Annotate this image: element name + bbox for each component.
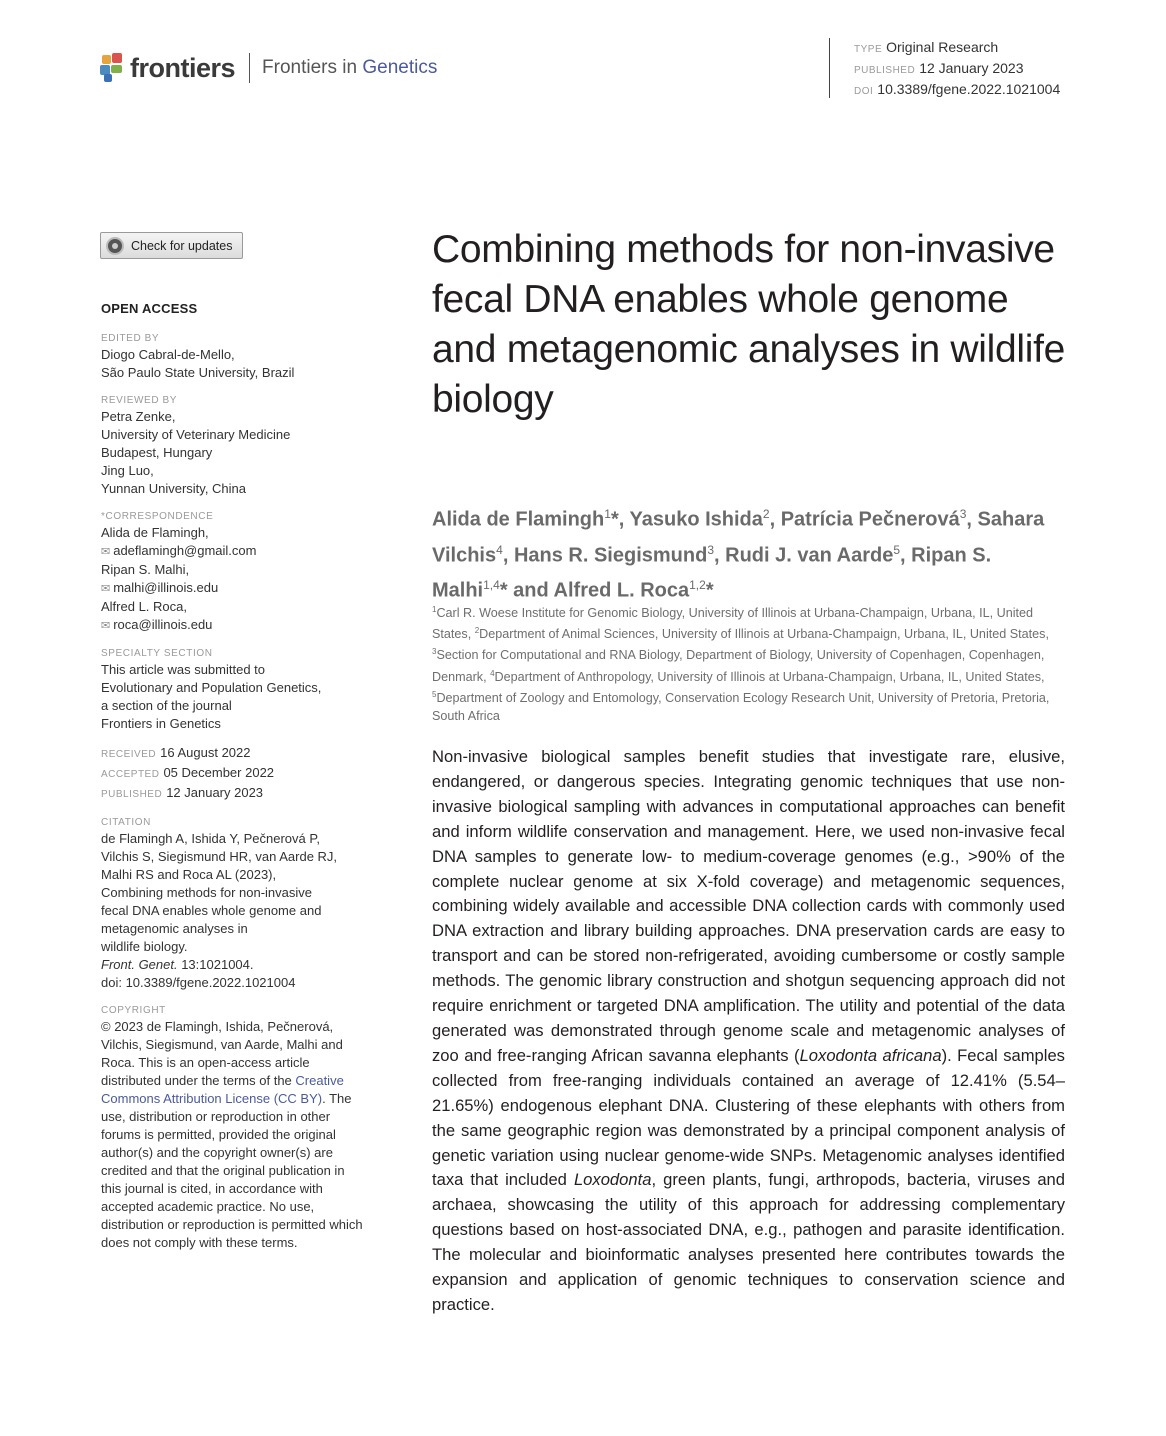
frontiers-logo-icon [100,53,126,83]
email-link[interactable]: ✉ roca@illinois.edu [101,617,213,632]
meta-type: TYPE Original Research [854,39,999,55]
affiliation-number: 3 [432,647,437,657]
article-title: Combining methods for non-invasive fecal DNA enables whole genome and metagenomic analyses in wildlife biology [432,228,1066,421]
article-meta [829,38,1060,98]
date-accepted: ACCEPTED 05 December 2022 [101,765,275,780]
author-affiliation-number: 4 [496,542,503,557]
citation-label: CITATION [101,817,151,828]
editor: Diogo Cabral-de-Mello, São Paulo State University, Brazil [101,347,295,380]
author[interactable]: Hans R. Siegismund [513,544,708,567]
correspondence-label: *CORRESPONDENCE [101,511,214,522]
envelope-icon: ✉ [101,546,111,558]
citation: de Flamingh A, Ishida Y, Pečnerová P, Vilchis S, Siegismund HR, van Aarde RJ, Malhi RS and Roca AL (2023), Combining methods for non-invasive fecal DNA enables whole genome and metagenomic analyses in wildlife biology. Front. Genet. 13:1021004. doi: 10.3389/fgene.2022.1021004 [101,830,366,992]
author-list: Alida de Flamingh$^1$*, Yasuko Ishida$^2$, Patrícia Pečnerová$^3$, Sahara Vilchis$^4$, Hans R. Siegismund$^3$, Rudi J. van Aarde$^5$, Ripan S. Malhi$^{1,4}$* and Alfred L. Roca$^{1,2}$* [432,507,1045,602]
affiliation: Department of Animal Sciences, University of Illinois at Urbana-Champaign, Urbana, IL, United States, [479,627,1049,642]
email-link[interactable]: ✉ malhi@illinois.edu [101,580,219,595]
affiliation-number: 5 [432,689,437,699]
meta-published: PUBLISHED 12 January 2023 [854,60,1024,76]
affiliation: Carl R. Woese Institute for Genomic Biology, University of Illinois at Urbana-Champaign, Urbana, IL, United States, [432,606,1034,642]
check-for-updates-button[interactable] [100,232,243,259]
author-affiliation-number: 1,4 [483,578,500,593]
author[interactable]: Ripan S. Malhi [432,544,992,602]
corresponding-mark: * [499,579,508,602]
sidebar [101,300,366,1252]
abstract: Non-invasive biological samples benefit studies that investigate rare, elusive, endangered, or dangerous species. Integrating genomic techniques that use non-invasive biological sampling with advances in computational approaches can benefit and inform wildlife conservation and management. Here, we used non-invasive fecal DNA samples to generate low- to medium-coverage genomes (e.g., >90% of the complete nuclear genome at six X-fold coverage) and metagenomic sequences, combining widely available and accessible DNA collection cards with commonly used DNA extraction and library building approaches. DNA preservation cards are easy to transport and can be stored non-refrigerated, avoiding cumbersome or costly sample methods. The genomic library construction and shotgun sequencing approach did not require enrichment or targeted DNA amplification. The utility and potential of the data generated was demonstrated through genome scale and metagenomic analyses of zoo and free-ranging African savanna elephants (Loxodonta africana). Fecal samples collected from free-ranging individuals contained an average of 12.41% (5.54–21.65%) endogenous elephant DNA. Clustering of these elephants with others from the same geographic region was demonstrated by a principal component analysis of genetic variation using nuclear genome-wide SNPs. Metagenomic analyses identified taxa that included Loxodonta, green plants, fungi, arthropods, bacteria, viruses and archaea, showcasing the utility of this approach for addressing complementary questions based on host-associated DNA, e.g., pathogen and parasite identification. The molecular and bioinformatic analyses presented here contributes towards the expansion and application of genomic techniques to conservation science and practice. [432,747,1066,1314]
author-affiliation-number: 1 [604,507,611,521]
author-affiliation-number: 2 [762,507,770,521]
cc-by-license-link[interactable]: Creative Commons Attribution License (CC BY) [101,1073,344,1106]
author[interactable]: Yasuko Ishida [629,508,763,531]
specialty-section-label: SPECIALTY SECTION [101,648,213,659]
copyright-label: COPYRIGHT [101,1005,166,1016]
author-affiliation-number: 1,2 [689,578,706,593]
specialty-section: This article was submitted to Evolutionary and Population Genetics, a section of the journal Frontiers in Genetics [101,662,322,731]
copyright: © 2023 de Flamingh, Ishida, Pečnerová, Vilchis, Siegismund, van Aarde, Malhi and Roca. This is an open-access article distributed under the terms of the Creative Commons Attribution License (CC BY). The use, distribution or reproduction in other forums is permitted, provided the original author(s) and the copyright owner(s) are credited and that the original publication in this journal is cited, in accordance with accepted academic practice. No use, distribution or reproduction is permitted which does not comply with these terms. [101,1019,363,1250]
affiliation-number: 1 [432,605,437,614]
author-affiliation-number: 3 [959,507,967,521]
author-affiliation-number: 5 [893,542,901,557]
affiliation-number: 4 [490,668,495,678]
author[interactable]: Sahara Vilchis [432,508,1045,567]
author-affiliation-number: 3 [707,542,714,557]
dates [101,744,366,804]
date-published: PUBLISHED 12 January 2023 [101,785,264,800]
meta-doi: DOI 10.3389/fgene.2022.1021004 [854,81,1061,97]
affiliation-number: 2 [474,626,480,636]
corresponding-mark: * [705,579,714,602]
affiliation: Department of Zoology and Entomology, Conservation Ecology Research Unit, University of Pretoria, Pretoria, South Africa [432,690,1050,723]
corresponding-mark: * [610,508,619,531]
brand-name: frontiers [130,52,236,83]
affiliation: Department of Anthropology, University of Illinois at Urbana-Champaign, Urbana, IL, United States, [494,669,1045,684]
affiliation: Section for Computational and RNA Biology, Department of Biology, University of Copenhagen, Copenhagen, Denmark, [432,648,1045,684]
envelope-icon: ✉ [101,583,111,595]
author[interactable]: Alida de Flamingh [432,508,605,531]
author[interactable]: Alfred L. Roca [553,579,690,602]
reviewed-by-label: REVIEWED BY [101,395,178,406]
citation-doi[interactable]: doi: 10.3389/fgene.2022.1021004 [101,975,296,990]
check-for-updates-label: Check for updates [131,238,233,253]
correspondence: Alida de Flamingh, ✉ adeflamingh@gmail.com Ripan S. Malhi, ✉ malhi@illinois.edu Alfred L. Roca, ✉ roca@illinois.edu [101,524,366,635]
author[interactable]: Patrícia Pečnerová [780,508,960,531]
reviewers: Petra Zenke, University of Veterinary Medicine Budapest, Hungary Jing Luo, Yunnan University, China [101,409,291,496]
date-received: RECEIVED 16 August 2022 [101,745,251,760]
logo-divider [249,53,250,83]
author[interactable]: Rudi J. van Aarde [725,544,894,567]
envelope-icon: ✉ [101,620,111,632]
email-link[interactable]: ✉ adeflamingh@gmail.com [101,543,257,558]
check-updates-icon [106,237,124,255]
journal-name: Frontiers in Genetics [262,57,438,78]
open-access-label: OPEN ACCESS [101,301,198,316]
edited-by-label: EDITED BY [101,333,160,344]
frontiers-logo[interactable] [100,50,437,86]
affiliations [432,601,1066,725]
